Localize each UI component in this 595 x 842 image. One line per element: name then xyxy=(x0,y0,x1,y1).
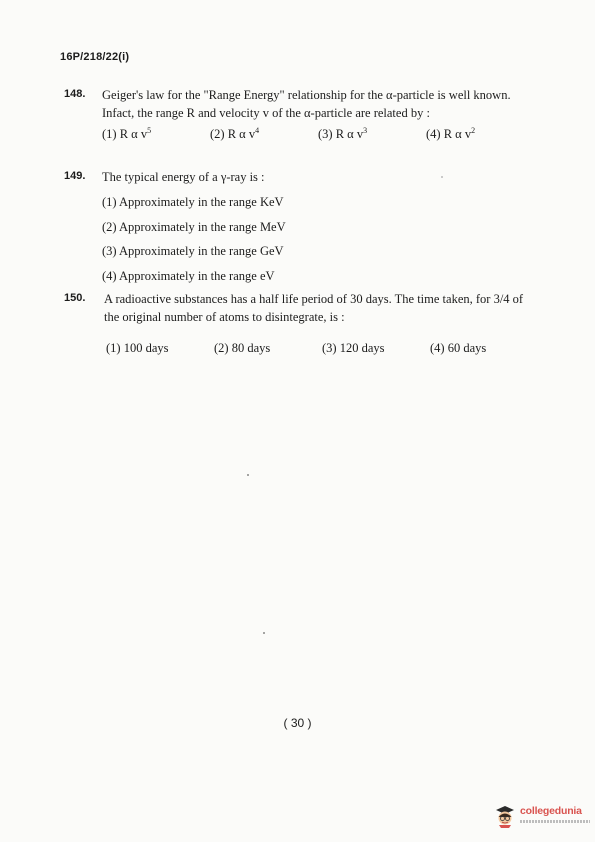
option-1: (1) Approximately in the range KeV xyxy=(102,195,284,209)
option-3: (3) 120 days xyxy=(322,341,385,355)
student-mascot-icon xyxy=(493,804,517,828)
scan-speck xyxy=(263,632,265,634)
option-4: (4) R α $v^2$ xyxy=(426,126,476,142)
page-number: ( 30 ) xyxy=(283,716,312,730)
collegedunia-watermark xyxy=(493,803,593,833)
question-text: Geiger's law for the "Range Energy" relationship for the α-particle is well known. Infact, the range R and velocity v of the α-particle are related by : xyxy=(102,88,511,120)
watermark-tagline xyxy=(520,820,590,823)
options-list xyxy=(102,190,534,288)
scan-speck xyxy=(441,176,443,178)
paper-code: 16P/218/22(i) xyxy=(60,51,130,63)
option-3: (3) Approximately in the range GeV xyxy=(102,244,284,258)
watermark-brand: collegedunia xyxy=(520,805,582,817)
option-2: (2) 80 days xyxy=(214,341,271,355)
option-2: (2) R α $v^4$ xyxy=(210,126,260,142)
option-1: (1) R α $v^5$ xyxy=(102,126,152,142)
option-2: (2) Approximately in the range MeV xyxy=(102,219,286,234)
question-149 xyxy=(64,168,534,288)
question-150 xyxy=(64,290,534,361)
option-4: (4) 60 days xyxy=(430,341,487,355)
option-3: (3) R α $v^3$ xyxy=(318,126,368,142)
options-row xyxy=(106,341,534,361)
question-text: The typical energy of a γ-ray is : xyxy=(102,170,265,184)
question-number: 148. xyxy=(64,88,86,100)
question-148 xyxy=(64,86,534,146)
scan-speck xyxy=(247,474,249,476)
options-row xyxy=(102,126,534,146)
question-text: A radioactive substances has a half life period of 30 days. The time taken, for 3/4 of the original number of atoms to disintegrate, is : xyxy=(104,292,524,324)
question-number: 149. xyxy=(64,170,86,182)
option-1: (1) 100 days xyxy=(106,341,169,355)
question-number: 150. xyxy=(64,292,86,304)
option-4: (4) Approximately in the range eV xyxy=(102,268,275,283)
